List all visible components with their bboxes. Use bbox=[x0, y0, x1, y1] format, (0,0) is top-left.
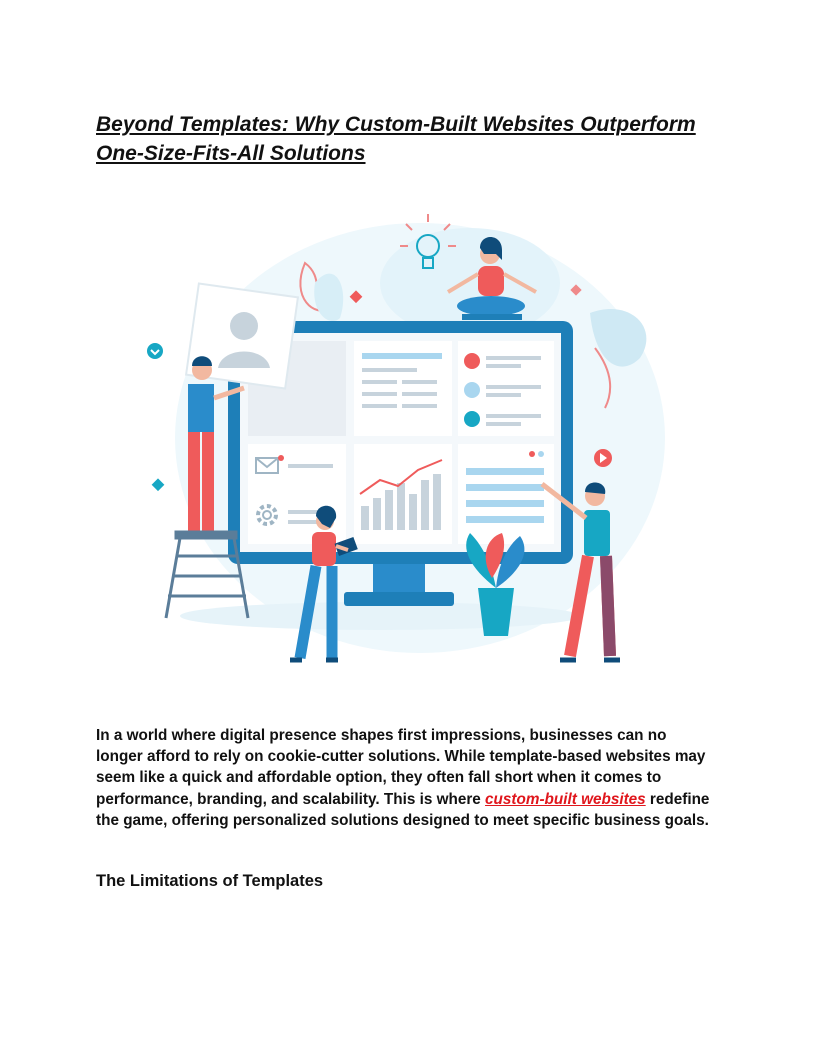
deco-square bbox=[152, 478, 165, 491]
document-title bbox=[96, 110, 736, 168]
monitor-stand bbox=[373, 564, 425, 594]
title-line-1: Beyond Templates: Why Custom-Built Websites Outperform bbox=[96, 113, 696, 136]
title-line-2: One-Size-Fits-All Solutions bbox=[96, 142, 366, 165]
section-heading: The Limitations of Templates bbox=[96, 872, 324, 890]
chevron-down-icon bbox=[147, 343, 163, 359]
custom-built-websites-link[interactable]: custom-built websites bbox=[485, 790, 646, 808]
monitor-base bbox=[344, 592, 454, 606]
intro-paragraph bbox=[96, 725, 716, 831]
floor-shadow bbox=[180, 602, 580, 630]
hero-illustration bbox=[140, 188, 685, 688]
screen-panel bbox=[458, 444, 554, 544]
intro-text-before-link: In a world where digital presence shapes first impressions, businesses can no longer afford to rely on cookie-cutter solutions. While template-based websites may seem like a quick and affordable option, they often fall short when it comes to performance, branding, and scalability. This is where bbox=[96, 727, 706, 808]
ladder bbox=[166, 532, 248, 618]
intro-text-after-link: redefine the game, offering personalized solutions designed to meet specific business goals. bbox=[96, 790, 710, 829]
